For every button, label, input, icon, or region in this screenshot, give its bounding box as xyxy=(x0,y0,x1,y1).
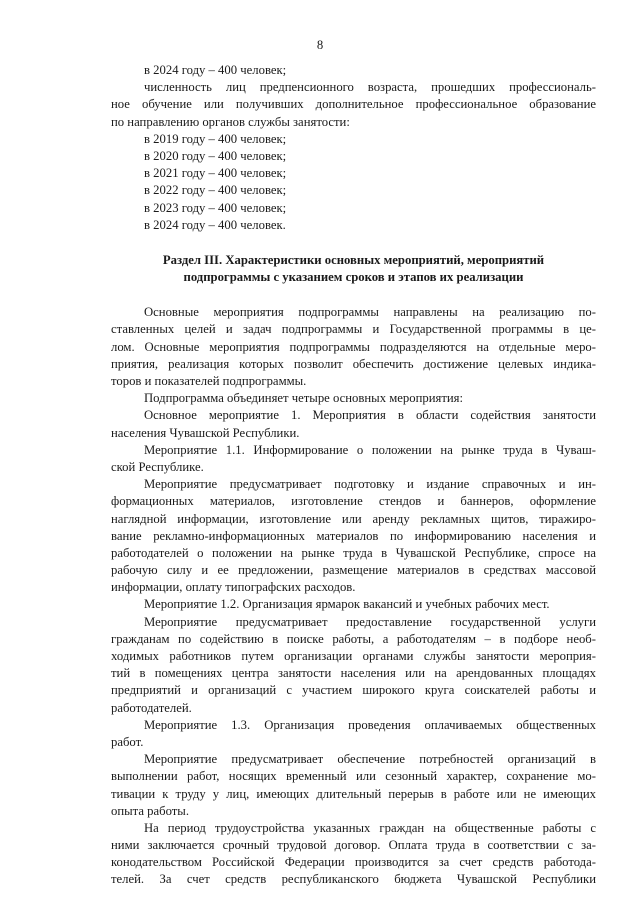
text-line: гражданам по содействию в поиске работы, а работодателям – в подборе необ- xyxy=(111,631,596,646)
text-line: ное обучение или получивших дополнительное профессиональное образование xyxy=(111,97,596,112)
text-line: в 2020 году – 400 человек; xyxy=(144,148,287,163)
text-line: в 2022 году – 400 человек; xyxy=(144,183,287,198)
text-line: в 2024 году – 400 человек. xyxy=(144,217,286,232)
text-line: Мероприятие 1.2. Организация ярмарок вакансий и учебных рабочих мест. xyxy=(144,597,550,612)
text-line: информации, оплату типографских расходов. xyxy=(111,580,356,595)
text-line: Подпрограмма объединяет четыре основных мероприятия: xyxy=(144,391,464,406)
text-line: рабочую силу и ее предложении, размещение материалов в средствах массовой xyxy=(111,563,596,578)
text-line: ской Республике. xyxy=(111,459,204,474)
text-line: торов и показателей подпрограммы. xyxy=(111,374,307,388)
text-line: Мероприятие предусматривает предоставление государственной услуги xyxy=(144,614,596,629)
text-line: ходимых работников путем организации органами службы занятости мероприя- xyxy=(111,649,596,663)
text-line: тий в помещениях центра занятости населения или на арендованных площадях xyxy=(111,666,596,681)
text-line: предприятий и организаций с участием широкого круга соискателей работы и xyxy=(111,683,596,698)
text-line: Мероприятие предусматривает обеспечение потребностей организаций в xyxy=(144,752,596,767)
text-line: формационных материалов, изготовление стендов и баннеров, оформление xyxy=(111,494,596,509)
text-line: Мероприятие 1.1. Информирование о положении на рынке труда в Чуваш- xyxy=(144,442,596,457)
text-line: Мероприятие 1.3. Организация проведения оплачиваемых общественных xyxy=(144,717,596,732)
text-line: в 2019 году – 400 человек; xyxy=(144,131,287,146)
text-line: работ. xyxy=(111,734,144,749)
text-line: лом. Основные мероприятия подпрограммы подразделяются на отдельные меро- xyxy=(111,339,596,354)
text-line: телей. За счет средств республиканского бюджета Чувашской Республики xyxy=(111,872,596,887)
text-line: вание рекламно-информационных материалов по информированию населения и xyxy=(111,528,596,543)
section-heading: Раздел III. Характеристики основных мероприятий, мероприятий xyxy=(162,252,545,267)
page-number: 8 xyxy=(316,38,324,52)
text-line: в 2021 году – 400 человек; xyxy=(144,166,287,181)
section-heading: подпрограммы с указанием сроков и этапов их реализации xyxy=(183,270,524,285)
spacer xyxy=(111,286,596,304)
text-line: ними заключается срочный трудовой договор. Оплата труда в соответствии с за- xyxy=(111,838,596,853)
text-line: работодателей. xyxy=(111,700,192,715)
text-line: населения Чувашской Республики. xyxy=(111,425,300,440)
text-line: ставленных целей и задач подпрограммы и Государственной программы в це- xyxy=(111,322,596,337)
text-line: численность лиц предпенсионного возраста, прошедших профессиональ- xyxy=(144,80,596,95)
text-line: работодателей о положении на рынке труда в Чувашской Республике, спросе на xyxy=(111,545,596,560)
text-line: наглядной информации, изготовление или аренду рекламных щитов, тиражиро- xyxy=(111,511,596,526)
text-line: по направлению органов службы занятости: xyxy=(111,114,350,129)
text-line: Основное мероприятие 1. Мероприятия в области содействия занятости xyxy=(144,408,596,423)
spacer xyxy=(111,234,596,252)
text-line: опыта работы. xyxy=(111,803,190,818)
text-line: выполнении работ, носящих временный или сезонный характер, сохранение мо- xyxy=(111,769,596,784)
text-line: конодательством Российской Федерации производится за счет средств работода- xyxy=(111,855,596,870)
text-line: приятия, реализация которых позволит обеспечить достижение целевых индика- xyxy=(111,356,596,371)
text-line: Мероприятие предусматривает подготовку и издание справочных и ин- xyxy=(144,477,596,492)
text-line: Основные мероприятия подпрограммы направлены на реализацию по- xyxy=(144,305,596,320)
text-line: тивации к труду у лиц, имеющих длительный перерыв в работе или не имеющих xyxy=(111,786,596,801)
text-line: На период трудоустройства указанных граждан на общественные работы с xyxy=(144,820,596,835)
text-line: в 2023 году – 400 человек; xyxy=(144,200,287,215)
document-body xyxy=(111,62,596,889)
text-line: в 2024 году – 400 человек; xyxy=(144,63,287,77)
